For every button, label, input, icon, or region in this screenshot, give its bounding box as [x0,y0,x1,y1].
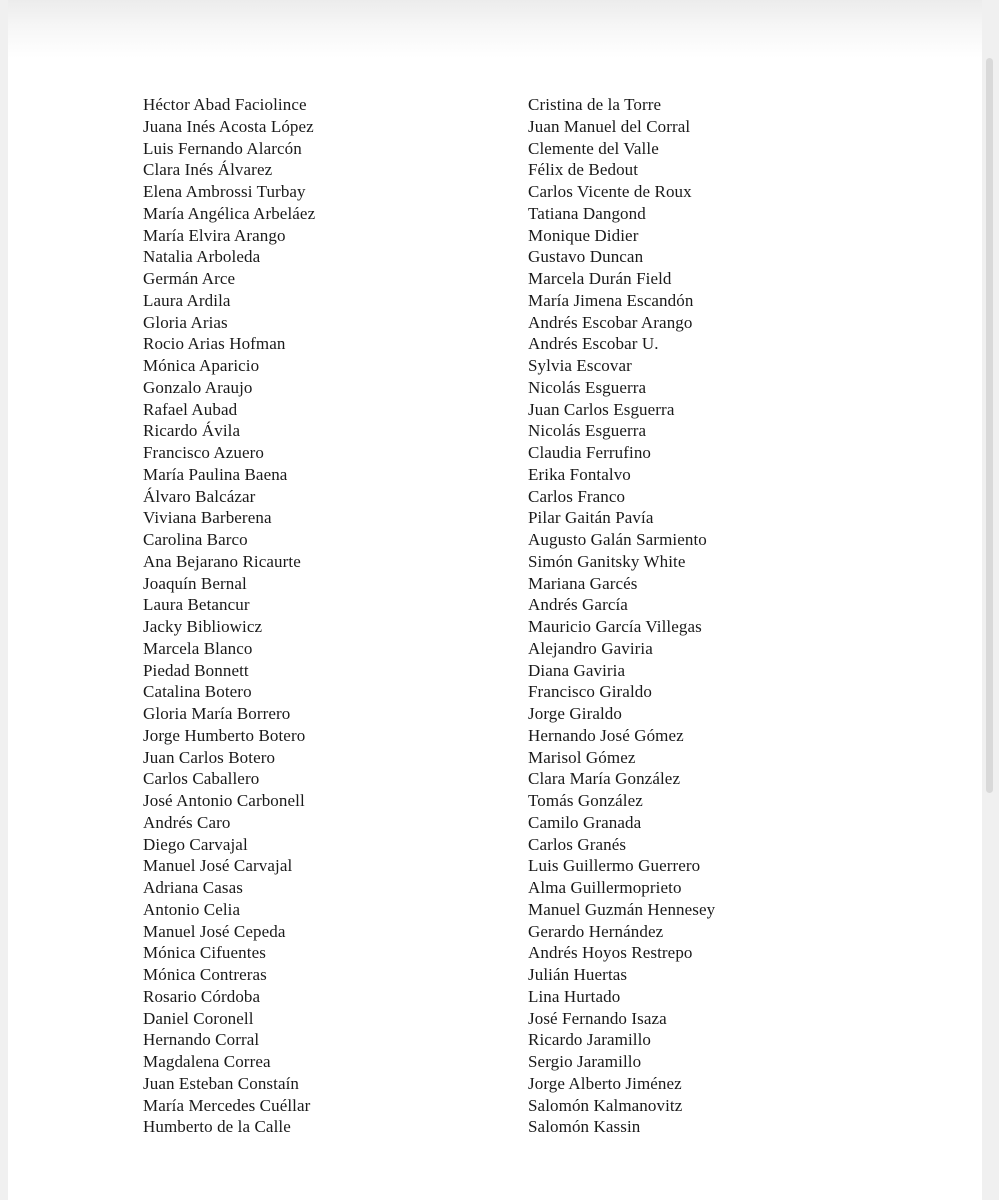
name-entry: Salomón Kalmanovitz [528,1095,683,1115]
vertical-scrollbar[interactable] [986,58,993,793]
name-entry: Laura Ardila [143,290,231,310]
name-entry: Jorge Giraldo [528,704,622,723]
name-entry: Jacky Bibliowicz [143,617,263,636]
name-entry: Carlos Vicente de Roux [528,182,692,201]
name-entry: Sergio Jaramillo [528,1052,642,1071]
name-entry: José Antonio Carbonell [143,791,305,810]
name-entry: Álvaro Balcázar [143,486,256,506]
name-entry: Catalina Botero [143,682,252,702]
name-entry: Jorge Humberto Botero [143,725,306,745]
name-entry: Francisco Giraldo [528,682,652,702]
name-entry: Humberto de la Calle [143,1117,291,1137]
name-entry: Francisco Azuero [143,443,265,462]
name-entry: Piedad Bonnett [143,660,249,680]
name-entry: Hernando José Gómez [528,725,684,745]
name-entry: Lina Hurtado [528,986,621,1006]
name-entry: Gloria María Borrero [143,704,291,723]
name-entry: María Angélica Arbeláez [143,203,316,223]
name-entry: Adriana Casas [143,878,243,897]
name-entry: María Paulina Baena [143,464,288,484]
name-entry: Juana Inés Acosta López [143,116,314,136]
name-entry: Nicolás Esguerra [528,421,647,441]
name-entry: María Jimena Escandón [528,290,694,310]
name-entry: Andrés Escobar U. [528,334,659,354]
name-entry: Monique Didier [528,225,639,245]
name-entry: Carlos Franco [528,486,626,506]
name-entry: Elena Ambrossi Turbay [143,182,306,201]
name-entry: Mariana Garcés [528,573,638,593]
name-entry: Ricardo Jaramillo [528,1030,652,1050]
name-entry: Sylvia Escovar [528,356,632,375]
name-entry: Marisol Gómez [528,747,636,767]
name-entry: Héctor Abad Faciolince [143,95,307,114]
name-entry: Antonio Celia [143,899,241,919]
name-entry: Diego Carvajal [143,834,248,854]
name-entry: Rosario Córdoba [143,986,261,1006]
name-entry: Alma Guillermoprieto [528,878,682,897]
name-entry: Natalia Arboleda [143,247,261,267]
name-entry: Andrés Hoyos Restrepo [528,943,693,963]
name-entry: Ana Bejarano Ricaurte [143,551,301,571]
name-entry: Marcela Durán Field [528,269,672,288]
name-entry: Joaquín Bernal [143,573,247,593]
name-entry: Hernando Corral [143,1030,260,1050]
name-entry: Daniel Coronell [143,1008,254,1028]
name-entry: Rafael Aubad [143,399,238,419]
name-entry: Andrés Caro [143,812,231,832]
name-entry: Ricardo Ávila [143,421,241,441]
name-entry: Gustavo Duncan [528,247,644,267]
name-entry: Tatiana Dangond [528,203,646,223]
name-entry: Tomás González [528,791,643,810]
name-entry: Laura Betancur [143,595,250,615]
document-page [8,0,982,1200]
name-entry: Gerardo Hernández [528,921,664,941]
name-entry: Viviana Barberena [143,508,272,528]
name-entry: Diana Gaviria [528,660,626,680]
name-entry: Rocio Arias Hofman [143,334,286,354]
name-entry: Salomón Kassin [528,1117,641,1137]
name-entry: Augusto Galán Sarmiento [528,530,707,549]
name-entry: Manuel José Carvajal [143,856,293,876]
name-entry: Gloria Arias [143,312,228,332]
name-entry: Félix de Bedout [528,160,639,180]
name-entry: Mónica Aparicio [143,356,260,375]
page-top-edge [8,0,982,58]
name-entry: Mauricio García Villegas [528,617,702,636]
name-entry: José Fernando Isaza [528,1008,667,1028]
name-entry: Clara Inés Álvarez [143,160,273,180]
name-entry: Julián Huertas [528,965,628,984]
name-entry: Alejandro Gaviria [528,638,653,658]
names-column-right [528,94,948,1138]
name-entry: Carolina Barco [143,530,248,549]
name-entry: Andrés Escobar Arango [528,312,693,332]
name-entry: Clemente del Valle [528,138,659,158]
name-entry: Claudia Ferrufino [528,443,652,462]
name-entry: Gonzalo Araujo [143,377,253,397]
name-entry: Magdalena Correa [143,1052,271,1071]
name-entry: Juan Carlos Esguerra [528,399,675,419]
name-entry: Manuel José Cepeda [143,921,286,941]
name-entry: Carlos Caballero [143,769,260,789]
name-entry: Marcela Blanco [143,638,253,658]
name-entry: Simón Ganitsky White [528,551,686,571]
name-entry: Juan Manuel del Corral [528,116,691,136]
name-entry: Cristina de la Torre [528,95,662,114]
name-entry: Luis Guillermo Guerrero [528,856,701,876]
name-entry: Camilo Granada [528,812,642,832]
name-entry: Nicolás Esguerra [528,377,647,397]
name-entry: Mónica Contreras [143,965,267,984]
name-entry: Juan Esteban Constaín [143,1073,300,1093]
name-entry: Erika Fontalvo [528,464,631,484]
names-column-left [143,94,503,1138]
name-entry: María Mercedes Cuéllar [143,1095,311,1115]
name-entry: Clara María González [528,769,681,789]
name-entry: Manuel Guzmán Hennesey [528,899,716,919]
name-entry: Germán Arce [143,269,236,288]
name-entry: Jorge Alberto Jiménez [528,1073,682,1093]
name-entry: Carlos Granés [528,834,627,854]
name-entry: Luis Fernando Alarcón [143,138,302,158]
name-entry: Pilar Gaitán Pavía [528,508,654,528]
name-entry: Juan Carlos Botero [143,747,276,767]
name-entry: Andrés García [528,595,628,615]
name-entry: María Elvira Arango [143,225,286,245]
name-entry: Mónica Cifuentes [143,943,266,963]
